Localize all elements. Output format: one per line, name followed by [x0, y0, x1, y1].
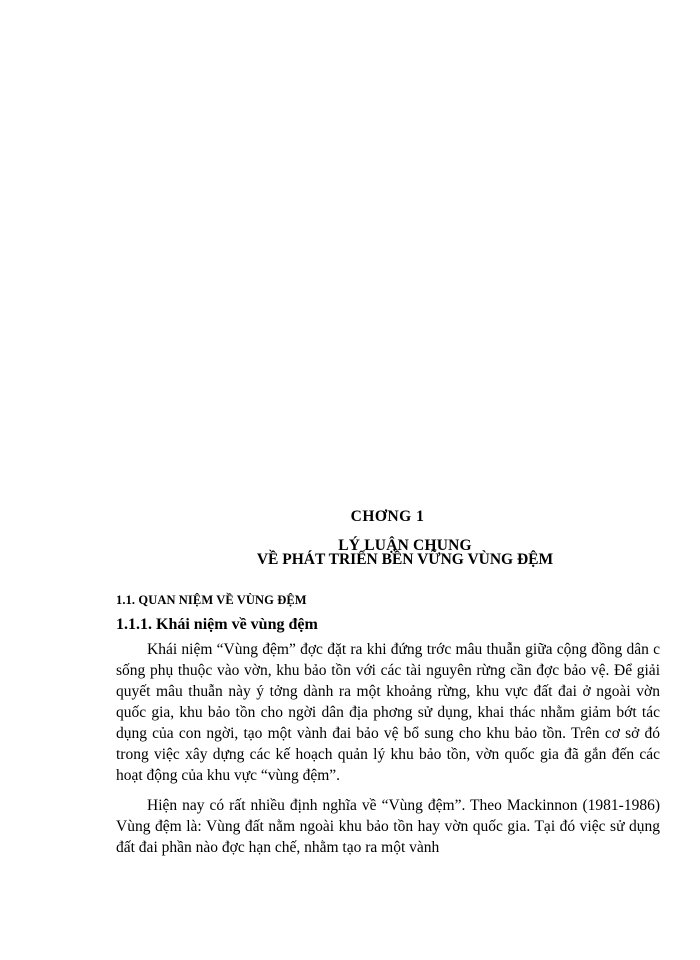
chapter-label: CHƠNG 1 — [350, 508, 425, 525]
chapter-title: LÝ LUẬN CHUNG — [338, 537, 472, 554]
document-body — [116, 592, 660, 858]
body-paragraph: Hiện nay có rất nhiều định nghĩa về “Vùng đệm”. Theo Mackinnon (1981-1986) Vùng đệm là: Vùng đất nằm ngoài khu bảo tồn hay vờn quốc gia. Tại đó việc sử dụng đất đai phần nào đợc hạn chế, nhằm tạo ra một vành — [116, 797, 660, 856]
body-paragraph: Khái niệm “Vùng đệm” đợc đặt ra khi đứng trớc mâu thuẫn giữa cộng đồng dân c sống phụ thuộc vào vờn, khu bảo tồn với các tài nguyên rừng cần đợc bảo vệ. Để giải quyết mâu thuẫn này ý tởng dành ra một khoảng rừng, khu vực đất đai ở ngoài vờn quốc gia, khu bảo tồn cho ngời dân địa phơng sử dụng, khai thác nhằm giảm bớt tác dụng của con ngời, tạo một vành đai bảo vệ bổ sung cho khu bảo tồn. Trên cơ sở đó trong việc xây dựng các kế hoạch quản lý khu bảo tồn, vờn quốc gia đã gắn đến các hoạt động của khu vực “vùng đệm”. — [116, 641, 660, 784]
subsection-heading: 1.1.1. Khái niệm về vùng đệm — [116, 616, 318, 633]
chapter-heading-block — [0, 508, 700, 569]
section-heading: 1.1. QUAN NIỆM VỀ VÙNG ĐỆM — [116, 593, 307, 607]
chapter-subtitle: VỀ PHÁT TRIỂN BỀN VỮNG VÙNG ĐỆM — [256, 551, 554, 568]
